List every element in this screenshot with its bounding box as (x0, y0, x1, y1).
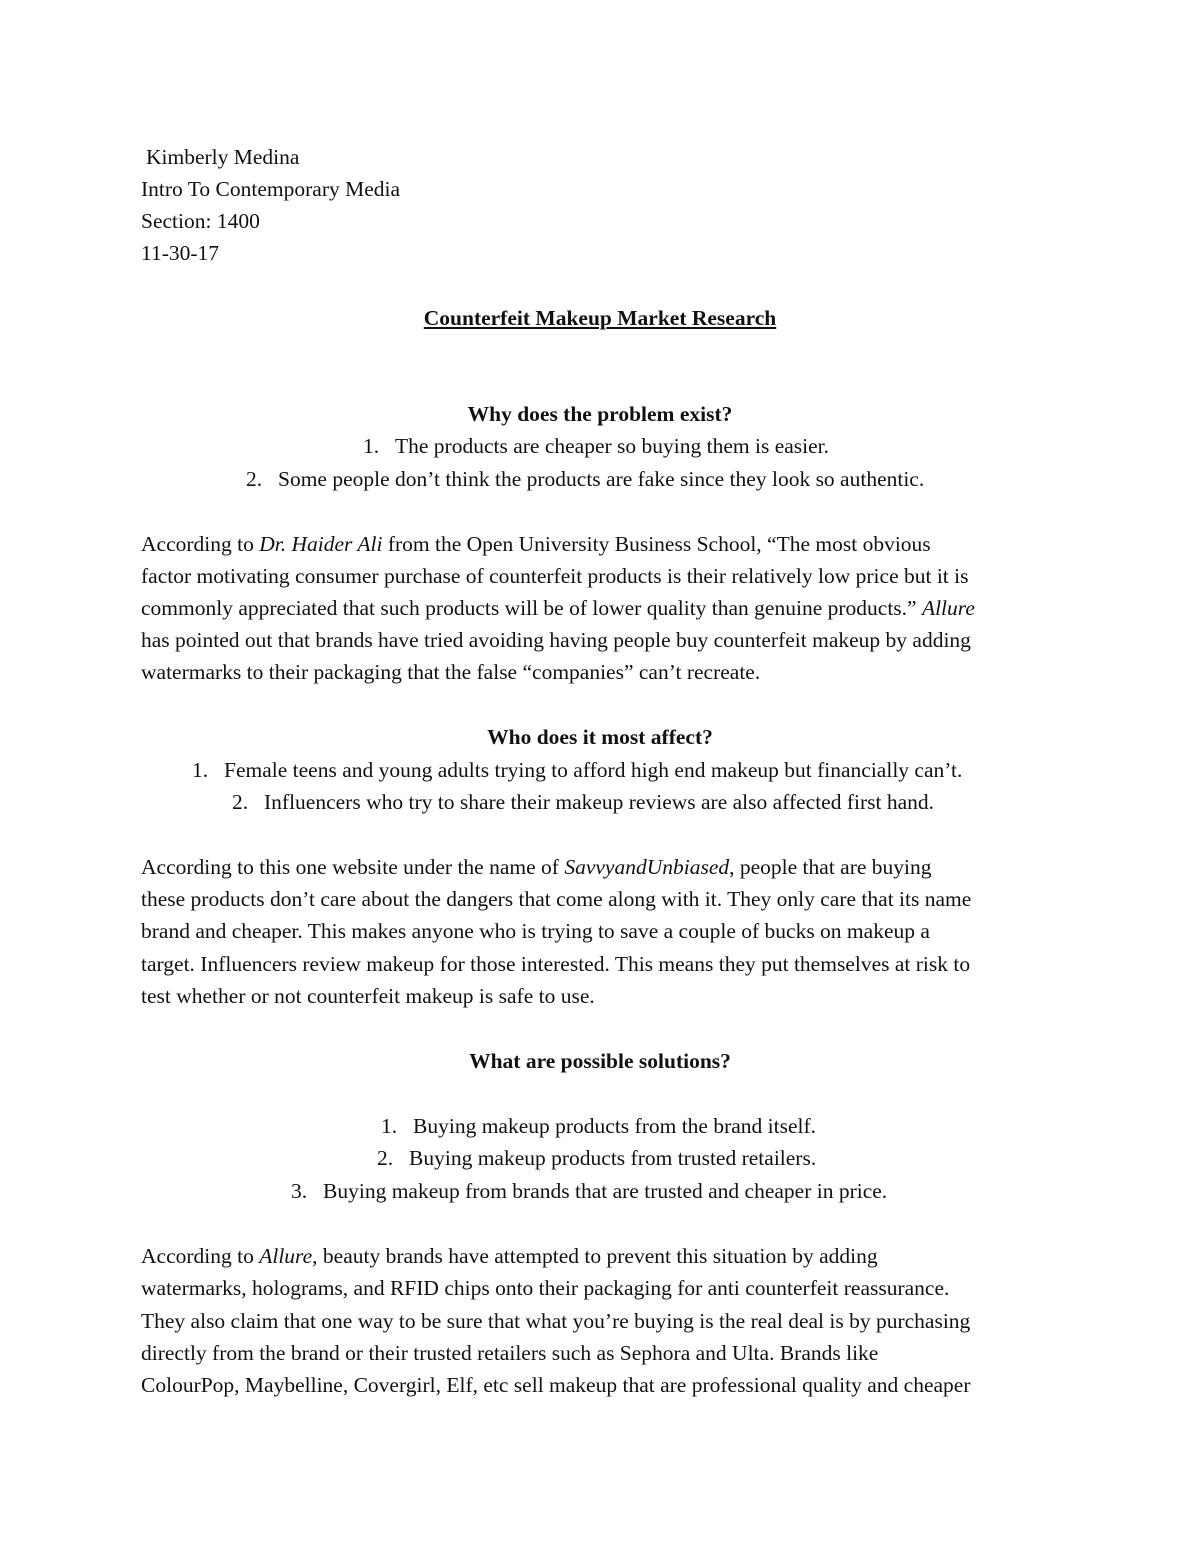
list-item-number: 3. (291, 1179, 308, 1203)
paragraph-line: ColourPop, Maybelline, Covergirl, Elf, etc sell makeup that are professional quality and cheaper (141, 1373, 971, 1397)
cited-name: Dr. Haider Ali (259, 532, 383, 556)
list-item-number: 1. (192, 758, 209, 782)
section-heading-affected: Who does it most affect? (487, 725, 713, 749)
list-item-text: Some people don’t think the products are fake since they look so authentic. (278, 467, 925, 491)
list-item-number: 2. (232, 790, 249, 814)
list-item-text: Influencers who try to share their makeup reviews are also affected first hand. (264, 790, 935, 814)
list-item-text: Buying makeup products from trusted retailers. (409, 1146, 817, 1170)
list-item-text: The products are cheaper so buying them is easier. (395, 434, 830, 458)
paragraph-line: watermarks, holograms, and RFID chips onto their packaging for anti counterfeit reassurance. (141, 1276, 950, 1300)
paragraph-line: directly from the brand or their trusted retailers such as Sephora and Ulta. Brands like (141, 1341, 879, 1365)
list-item-number: 2. (246, 467, 263, 491)
section-number: Section: 1400 (141, 209, 260, 233)
document-date: 11-30-17 (141, 241, 220, 265)
list-item-text: Buying makeup from brands that are trusted and cheaper in price. (323, 1179, 888, 1203)
list-item-number: 1. (363, 434, 380, 458)
paragraph-line: target. Influencers review makeup for those interested. This means they put themselves at risk to (141, 952, 971, 976)
paragraph-line: these products don’t care about the dangers that come along with it. They only care that its name (141, 887, 972, 911)
document-title: Counterfeit Makeup Market Research (423, 306, 777, 330)
list-item (246, 463, 924, 495)
course-name: Intro To Contemporary Media (141, 177, 401, 201)
section-heading-problem: Why does the problem exist? (467, 402, 733, 426)
author-name: Kimberly Medina (146, 145, 300, 169)
paragraph-line: commonly appreciated that such products will be of lower quality than genuine products.” Allure (141, 596, 975, 620)
list-item-number: 2. (377, 1146, 394, 1170)
list-item (291, 1175, 887, 1207)
cited-source: Allure (259, 1244, 313, 1268)
list-item (381, 1110, 816, 1142)
list-item-text: Female teens and young adults trying to afford high end makeup but financially can’t. (224, 758, 963, 782)
paragraph-line: They also claim that one way to be sure that what you’re buying is the real deal is by purchasing (141, 1309, 971, 1333)
paragraph-line: According to Dr. Haider Ali from the Open University Business School, “The most obvious (141, 532, 931, 556)
list-item (192, 754, 962, 786)
paragraph-line: factor motivating consumer purchase of counterfeit products is their relatively low price but it is (141, 564, 969, 588)
paragraph-line: test whether or not counterfeit makeup is safe to use. (141, 984, 595, 1008)
section-heading-solutions: What are possible solutions? (469, 1049, 731, 1073)
paragraph-line: watermarks to their packaging that the false “companies” can’t recreate. (141, 660, 761, 684)
cited-source: Allure (921, 596, 975, 620)
list-item (377, 1142, 816, 1174)
paragraph-line: has pointed out that brands have tried avoiding having people buy counterfeit makeup by adding (141, 628, 971, 652)
paragraph-line: According to this one website under the name of SavvyandUnbiased, people that are buying (141, 855, 932, 879)
paragraph-line: brand and cheaper. This makes anyone who is trying to save a couple of bucks on makeup a (141, 919, 930, 943)
paragraph-line: According to Allure, beauty brands have attempted to prevent this situation by adding (141, 1244, 878, 1268)
list-item-number: 1. (381, 1114, 398, 1138)
list-item-text: Buying makeup products from the brand itself. (413, 1114, 817, 1138)
list-item (232, 786, 934, 818)
list-item (363, 430, 829, 462)
cited-source: SavvyandUnbiased (564, 855, 730, 879)
